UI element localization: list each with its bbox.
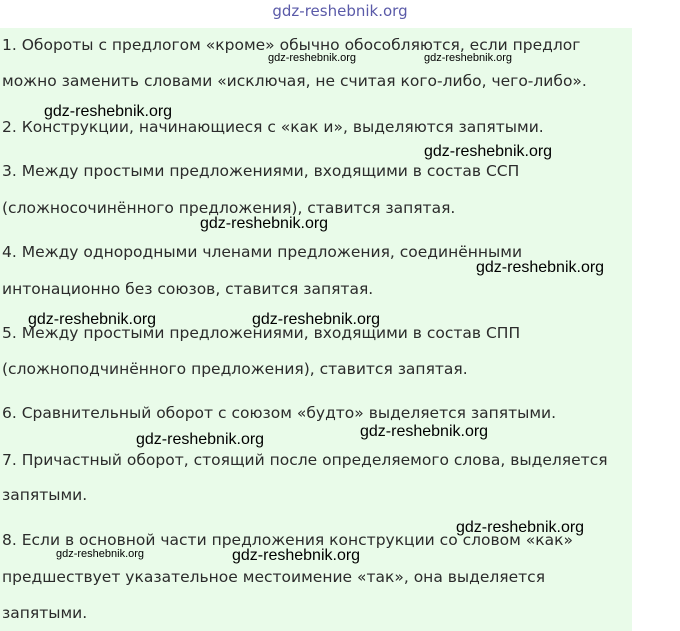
rule-3-line-1: 3. Между простыми предложениями, входящими в состав ССП: [2, 162, 520, 180]
watermark: gdz-reshebnik.org: [268, 52, 357, 64]
watermark: gdz-reshebnik.org: [28, 311, 157, 328]
watermark: gdz-reshebnik.org: [252, 311, 381, 328]
rule-6-line-1: 6. Сравнительный оборот с союзом «будто» выделяется запятыми.: [2, 404, 557, 422]
watermark: gdz-reshebnik.org: [456, 519, 585, 536]
watermark: gdz-reshebnik.org: [56, 548, 145, 560]
rule-7-line-2: запятыми.: [2, 486, 88, 504]
rule-4-line-2: интонационно без союзов, ставится запятая.: [2, 280, 374, 298]
rule-4-line-1: 4. Между однородными членами предложения, соединёнными: [2, 243, 523, 261]
watermark: gdz-reshebnik.org: [360, 423, 489, 440]
site-header[interactable]: gdz-reshebnik.org: [272, 2, 408, 20]
rule-8-line-3: запятыми.: [2, 604, 88, 622]
rule-8-line-1: 8. Если в основной части предложения конструкции со словом «как»: [2, 531, 573, 549]
rule-7-line-1: 7. Причастный оборот, стоящий после определяемого слова, выделяется: [2, 451, 608, 469]
watermark: gdz-reshebnik.org: [44, 103, 173, 120]
watermark: gdz-reshebnik.org: [136, 431, 265, 448]
rule-5-line-2: (сложноподчинённого предложения), ставится запятая.: [2, 360, 468, 378]
watermark: gdz-reshebnik.org: [200, 215, 329, 232]
rule-1-line-2: можно заменить словами «исключая, не считая кого-либо, чего-либо».: [2, 72, 587, 90]
watermark: gdz-reshebnik.org: [232, 547, 361, 564]
watermark: gdz-reshebnik.org: [476, 259, 605, 276]
rule-1-line-1: 1. Обороты с предлогом «кроме» обычно обособляются, если предлог: [2, 36, 581, 54]
rule-8-line-2: предшествует указательное местоимение «так», она выделяется: [2, 568, 546, 586]
rule-3-line-2: (сложносочинённого предложения), ставится запятая.: [2, 199, 456, 217]
watermark: gdz-reshebnik.org: [424, 143, 553, 160]
watermark: gdz-reshebnik.org: [424, 52, 513, 64]
rule-2-line-1: 2. Конструкции, начинающиеся с «как и», выделяются запятыми.: [2, 118, 544, 136]
rule-5-line-1: 5. Между простыми предложениями, входящими в состав СПП: [2, 324, 521, 342]
